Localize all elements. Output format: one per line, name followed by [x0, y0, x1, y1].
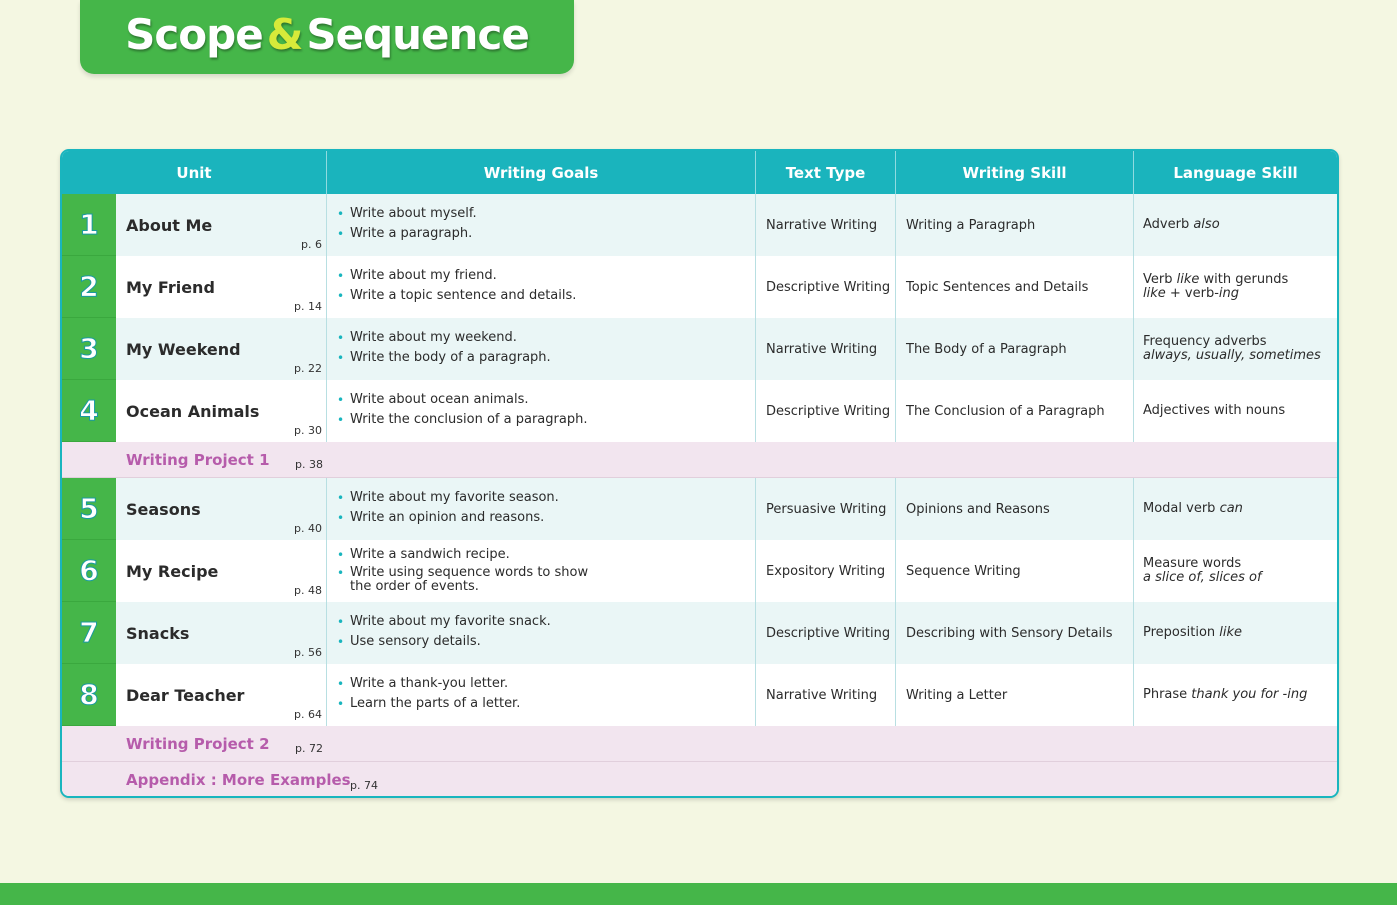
language-skill-line [1143, 273, 1337, 287]
language-skill-line [1143, 688, 1337, 702]
table-header [62, 151, 1337, 194]
writing-goals-cell [327, 194, 756, 256]
header-writing-goals: Writing Goals [327, 151, 756, 194]
language-skill-line [1143, 335, 1337, 349]
writing-skill-cell: The Body of a Paragraph [896, 318, 1134, 380]
writing-project-2-label[interactable]: Writing Project 2 [126, 734, 270, 753]
writing-goal-item: • Write a topic sentence and details. [337, 289, 607, 303]
unit-number-badge: 2 [62, 256, 116, 318]
unit-number-badge: 6 [62, 540, 116, 602]
unit-title[interactable]: My Friend [126, 277, 215, 297]
language-skill-italic: also [1193, 217, 1220, 232]
unit-cell [62, 194, 327, 256]
unit-title[interactable]: My Weekend [126, 339, 241, 359]
header-text-type: Text Type [756, 151, 896, 194]
writing-skill-cell: Opinions and Reasons [896, 478, 1134, 540]
language-skill-italic: always, usually, sometimes [1143, 348, 1321, 363]
unit-number-badge: 5 [62, 478, 116, 540]
unit-row [62, 194, 1337, 256]
unit-number-badge: 7 [62, 602, 116, 664]
writing-goal-item: • Write about myself. [337, 207, 607, 221]
page-number: p. 72 [295, 742, 323, 755]
text-type-cell: Expository Writing [756, 540, 896, 602]
language-skill-line [1143, 502, 1337, 516]
header-writing-skill: Writing Skill [896, 151, 1134, 194]
unit-row [62, 478, 1337, 540]
language-skill-italic: like [1219, 625, 1243, 640]
writing-goal-item: • Write a thank-you letter. [337, 677, 607, 691]
page-number: p. 40 [294, 522, 322, 535]
language-skill-cell [1134, 664, 1337, 726]
language-skill-text: Modal verb [1143, 501, 1220, 516]
unit-number-badge: 1 [62, 194, 116, 256]
writing-goal-item: • Write a paragraph. [337, 227, 607, 241]
writing-goals-cell [327, 664, 756, 726]
unit-title[interactable]: Snacks [126, 623, 190, 643]
title-sequence: Sequence [306, 9, 529, 59]
page-number: p. 74 [350, 779, 378, 792]
language-skill-cell [1134, 194, 1337, 256]
writing-goal-item: • Write a sandwich recipe. [337, 548, 607, 562]
language-skill-line [1143, 404, 1337, 418]
language-skill-line [1143, 218, 1337, 232]
language-skill-italic: like [1176, 272, 1200, 287]
title-banner [80, 0, 574, 74]
text-type-cell: Descriptive Writing [756, 256, 896, 318]
writing-goals-cell [327, 602, 756, 664]
writing-goals-cell [327, 318, 756, 380]
writing-goal-item: • Write about my favorite season. [337, 491, 607, 505]
appendix-label[interactable]: Appendix : More Examples [126, 771, 351, 789]
unit-cell [62, 380, 327, 442]
language-skill-text: + verb- [1165, 286, 1219, 301]
writing-goals-cell [327, 540, 756, 602]
writing-goal-item: • Write using sequence words to show the order of events. [337, 566, 607, 594]
writing-goal-item: • Write the body of a paragraph. [337, 351, 607, 365]
writing-skill-cell: Writing a Paragraph [896, 194, 1134, 256]
unit-title[interactable]: Ocean Animals [126, 401, 260, 421]
writing-skill-cell: Describing with Sensory Details [896, 602, 1134, 664]
writing-goal-item: • Write an opinion and reasons. [337, 511, 607, 525]
writing-skill-cell: Writing a Letter [896, 664, 1134, 726]
text-type-cell: Narrative Writing [756, 664, 896, 726]
writing-goal-item: • Write about my friend. [337, 269, 607, 283]
title-scope: Scope [125, 9, 263, 59]
unit-cell [62, 664, 327, 726]
language-skill-cell [1134, 602, 1337, 664]
page-number: p. 30 [294, 424, 322, 437]
writing-project-2-row [62, 726, 1337, 762]
unit-title[interactable]: My Recipe [126, 561, 219, 581]
text-type-cell: Descriptive Writing [756, 602, 896, 664]
unit-number-badge: 4 [62, 380, 116, 442]
text-type-cell: Narrative Writing [756, 194, 896, 256]
language-skill-italic: thank you for -ing [1191, 687, 1308, 702]
unit-number-badge: 3 [62, 318, 116, 380]
unit-row [62, 540, 1337, 602]
writing-goals-cell [327, 256, 756, 318]
page-title [125, 10, 529, 59]
page-number: p. 6 [301, 238, 322, 251]
scope-sequence-table [60, 149, 1339, 798]
writing-project-1-row [62, 442, 1337, 478]
unit-title[interactable]: Seasons [126, 499, 201, 519]
language-skill-cell [1134, 478, 1337, 540]
writing-skill-cell: The Conclusion of a Paragraph [896, 380, 1134, 442]
writing-goal-item: • Write about ocean animals. [337, 393, 607, 407]
language-skill-text: Measure words [1143, 556, 1242, 571]
unit-cell [62, 478, 327, 540]
text-type-cell: Narrative Writing [756, 318, 896, 380]
language-skill-text: Frequency adverbs [1143, 334, 1267, 349]
language-skill-example [1143, 571, 1337, 585]
unit-number-badge: 8 [62, 664, 116, 726]
writing-goal-item: • Use sensory details. [337, 635, 607, 649]
page-number: p. 48 [294, 584, 322, 597]
unit-title[interactable]: About Me [126, 215, 213, 235]
header-unit: Unit [62, 151, 327, 194]
page-number: p. 22 [294, 362, 322, 375]
unit-row [62, 380, 1337, 442]
language-skill-text: Adverb [1143, 217, 1194, 232]
writing-project-1-label[interactable]: Writing Project 1 [126, 450, 270, 469]
unit-cell [62, 540, 327, 602]
language-skill-italic: like [1143, 286, 1166, 301]
language-skill-text: Verb [1143, 272, 1177, 287]
language-skill-cell [1134, 318, 1337, 380]
language-skill-cell [1134, 256, 1337, 318]
page-number: p. 64 [294, 708, 322, 721]
language-skill-text: with gerunds [1199, 272, 1289, 287]
title-ampersand: & [266, 9, 303, 59]
page-number: p. 14 [294, 300, 322, 313]
language-skill-example [1143, 287, 1337, 301]
writing-skill-cell: Sequence Writing [896, 540, 1134, 602]
footer-bar [0, 883, 1397, 905]
page-number: p. 56 [294, 646, 322, 659]
language-skill-line [1143, 626, 1337, 640]
unit-cell [62, 318, 327, 380]
language-skill-text: Phrase [1143, 687, 1192, 702]
language-skill-text: Preposition [1143, 625, 1220, 640]
writing-goals-cell [327, 478, 756, 540]
text-type-cell: Descriptive Writing [756, 380, 896, 442]
unit-row [62, 602, 1337, 664]
language-skill-cell [1134, 540, 1337, 602]
language-skill-italic: ing [1218, 286, 1239, 301]
writing-goal-item: • Write about my weekend. [337, 331, 607, 345]
unit-row [62, 256, 1337, 318]
page-number: p. 38 [295, 458, 323, 471]
unit-row [62, 664, 1337, 726]
unit-cell [62, 256, 327, 318]
language-skill-italic: a slice of, slices of [1143, 570, 1262, 585]
writing-goal-item: • Write about my favorite snack. [337, 615, 607, 629]
appendix-row [62, 762, 1337, 798]
writing-skill-cell: Topic Sentences and Details [896, 256, 1134, 318]
writing-goal-item: • Learn the parts of a letter. [337, 697, 607, 711]
header-language-skill: Language Skill [1173, 163, 1298, 182]
language-skill-text: Adjectives with nouns [1143, 403, 1286, 418]
unit-title[interactable]: Dear Teacher [126, 685, 245, 705]
writing-goal-item: • Write the conclusion of a paragraph. [337, 413, 607, 427]
unit-row [62, 318, 1337, 380]
language-skill-example [1143, 349, 1337, 363]
writing-goals-cell [327, 380, 756, 442]
text-type-cell: Persuasive Writing [756, 478, 896, 540]
language-skill-italic: can [1219, 501, 1243, 516]
language-skill-cell [1134, 380, 1337, 442]
unit-cell [62, 602, 327, 664]
language-skill-line [1143, 557, 1337, 571]
